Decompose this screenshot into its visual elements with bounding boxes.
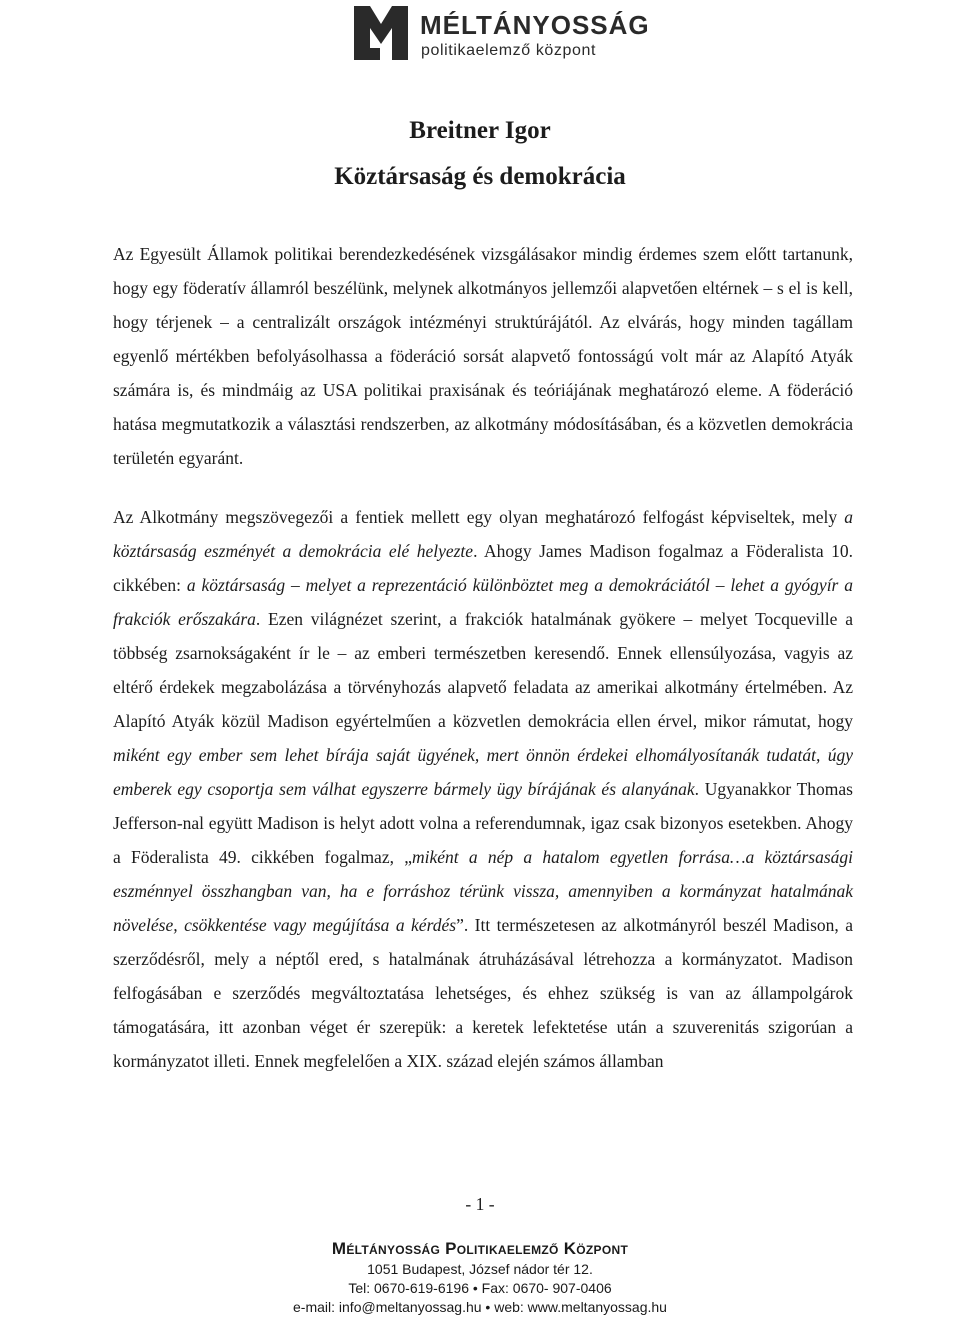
footer-address: 1051 Budapest, József nádor tér 12. xyxy=(367,1261,593,1277)
paragraph-2 xyxy=(113,500,853,1078)
footer-organization: Méltányosság Politikaelemző Központ xyxy=(331,1239,629,1258)
text-run: ”. Itt természetesen az alkotmányról beszél Madison, a szerződésről, mely a néptől ered, s hatalmának átruházásával létrehozza a kormányzatot. Madison felfogásában e szerződés megváltoztatása lehetséges, és ehhez szükség is van az állampolgárok támogatására, itt azonban véget ér szerepük: a keretek lefektetése után a szuverenitás szigorúan a kormányzatot illeti. Ennek megfelelően a XIX. század elején számos államban xyxy=(113,915,853,1071)
page-number: - 1 - xyxy=(465,1194,495,1214)
footer-phone: Tel: 0670-619-6196 • Fax: 0670- 907-0406 xyxy=(348,1280,612,1296)
logo-name: MÉLTÁNYOSSÁG xyxy=(420,10,650,40)
italic-quote: miként egy ember sem lehet bírája saját ügyének, mert önnön érdekei elhomályosítanák tudatát, úgy emberek egy csoportja sem válhat egyszerre bármely ügy bírájának és alanyának xyxy=(113,745,853,799)
footer xyxy=(0,1238,960,1317)
paragraph-1 xyxy=(113,237,853,475)
document-body xyxy=(113,237,853,1078)
text-run: Az Egyesült Államok politikai berendezkedésének vizsgálásakor mindig érdemes szem előtt tartanunk, hogy egy föderatív államról beszélünk, melynek alkotmányos jellemzői alapvetően eltérnek – s el is kell, hogy térjenek – a centralizált országok intézményi struktúrájától. Az elvárás, hogy minden tagállam egyenlő mértékben befolyásolhassa a föderáció sorsát alapvető fontosságú volt már az Alapító Atyák számára is, és mindmáig az USA politikai praxisának és teóriájának meghatározó eleme. A föderáció hatása megmutatkozik a választási rendszerben, az alkotmány módosításában, és a közvetlen demokrácia területén egyaránt. xyxy=(113,244,853,468)
footer-contact: e-mail: info@meltanyossag.hu • web: www.meltanyossag.hu xyxy=(293,1299,667,1315)
text-run: Az Alkotmány megszövegezői a fentiek mellett egy olyan meghatározó felfogást képviseltek, mely xyxy=(113,507,845,527)
italic-quote: miként a nép a hatalom egyetlen forrása…a köztársasági eszménnyel összhangban van, ha e forráshoz térünk vissza, amennyiben a kormányzat hatalmának növelése, csökkentése vagy megújítása a kérdés xyxy=(113,847,854,935)
header-logo xyxy=(352,4,650,64)
text-run: . Ahogy James Madison fogalmaz a Föderalista 10. cikkében: xyxy=(113,541,853,595)
document-author: Breitner Igor xyxy=(409,117,551,144)
text-run: . Ezen világnézet szerint, a frakciók hatalmának gyökere – melyet Tocqueville a többség zsarnokságaként ír le – az emberi természetben keresendő. Ennek ellensúlyozása, vagyis az eltérő érdekek megzabolázása a törvényhozás alapvető feladata az amerikai alkotmány értelmében. Az Alapító Atyák közül Madison egyértelműen a közvetlen demokrácia ellen érvel, mikor rámutat, hogy xyxy=(113,609,853,731)
document-title: Köztársaság és demokrácia xyxy=(334,163,626,190)
italic-quote: a köztársaság – melyet a reprezentáció különböztet meg a demokráciától – lehet a gyógyír a frakciók erőszakára xyxy=(113,575,853,629)
text-run: . Ugyanakkor Thomas Jefferson-nal együtt Madison is helyt adott volna a referendumnak, igaz csak bizonyos esetekben. Ahogy a Föderalista 49. cikkében fogalmaz, „ xyxy=(113,779,853,867)
logo-subtitle: politikaelemző központ xyxy=(421,42,597,59)
italic-quote: a köztársaság eszményét a demokrácia elé helyezte xyxy=(113,507,853,561)
meltanyossag-logo-mark-icon xyxy=(352,4,410,62)
